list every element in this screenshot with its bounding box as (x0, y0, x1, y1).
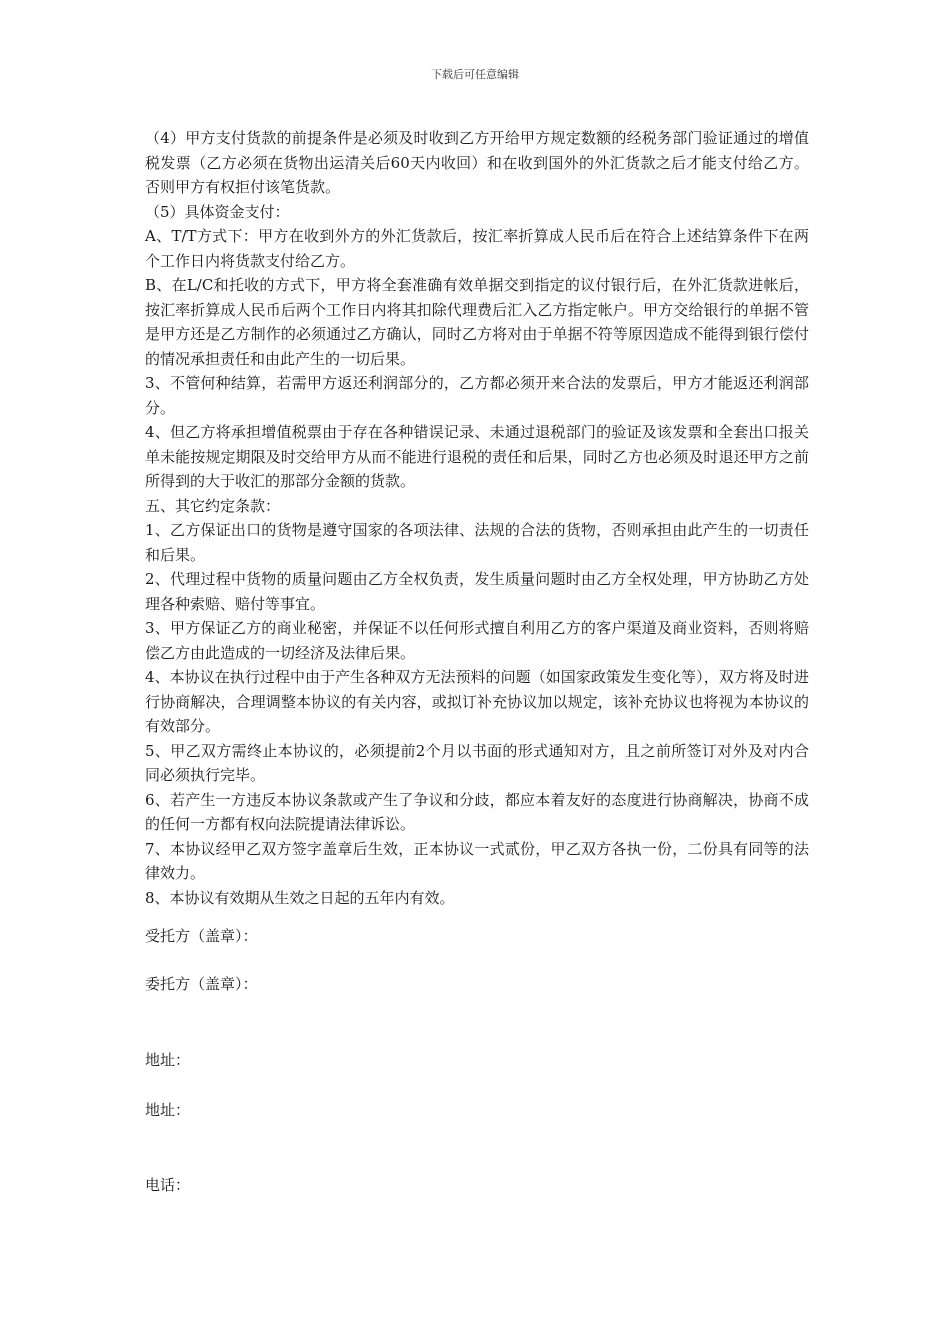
trustee-seal-label: 受托方（盖章）： (145, 927, 258, 945)
address-label-1: 地址： (145, 1051, 191, 1069)
section-heading-other-terms: 五、其它约定条款： (145, 496, 281, 515)
paragraph-tt-method: A、T/T方式下：甲方在收到外方的外汇货款后，按汇率折算成人民币后在符合上述结算条件下在两个工作日内将货款支付给乙方。 (145, 227, 809, 270)
phone-label: 电话： (145, 1176, 191, 1194)
entrustor-seal-label: 委托方（盖章）： (145, 975, 258, 993)
clause-8: 8、本协议有效期从生效之日起的五年内有效。 (145, 888, 455, 907)
paragraph-vat-responsibility: 4、但乙方将承担增值税票由于存在各种错误记录、未通过退税部门的验证及该发票和全套出口报关单未能按规定期限及时交给甲方从而不能进行退税的责任和后果，同时乙方也必须及时退还甲方之前所得到的大于收汇的那部分金额的货款。 (145, 423, 809, 490)
paragraph-profit-return: 3、不管何种结算，若需甲方返还利润部分的，乙方都必须开来合法的发票后，甲方才能返还利润部分。 (145, 374, 809, 417)
address-label-2: 地址： (145, 1101, 191, 1119)
header-note: 下载后可任意编辑 (431, 68, 519, 81)
clause-6: 6、若产生一方违反本协议条款或产生了争议和分歧，都应本着友好的态度进行协商解决，协商不成的任何一方都有权向法院提请法律诉讼。 (145, 790, 809, 833)
clause-3: 3、甲方保证乙方的商业秘密，并保证不以任何形式擅自利用乙方的客户渠道及商业资料，否则将赔偿乙方由此造成的一切经济及法律后果。 (145, 619, 809, 662)
paragraph-fund-payment-heading: （5）具体资金支付： (145, 202, 290, 221)
contract-body (145, 126, 809, 910)
clause-2: 2、代理过程中货物的质量问题由乙方全权负责，发生质量问题时由乙方全权处理，甲方协助乙方处理各种索赔、赔付等事宜。 (145, 570, 809, 613)
paragraph-payment-condition: （4）甲方支付货款的前提条件是必须及时收到乙方开给甲方规定数额的经税务部门验证通过的增值税发票（乙方必须在货物出运清关后60天内收回）和在收到国外的外汇货款之后才能支付给乙方。否则甲方有权拒付该笔货款。 (145, 129, 809, 196)
clause-1: 1、乙方保证出口的货物是遵守国家的各项法律、法规的合法的货物，否则承担由此产生的一切责任和后果。 (145, 521, 809, 564)
clause-7: 7、本协议经甲乙双方签字盖章后生效，正本协议一式贰份，甲乙双方各执一份，二份具有同等的法律效力。 (145, 839, 809, 882)
paragraph-lc-method: B、在L/C和托收的方式下，甲方将全套准确有效单据交到指定的议付银行后，在外汇货款进帐后，按汇率折算成人民币后两个工作日内将其扣除代理费后汇入乙方指定帐户。甲方交给银行的单据不管是甲方还是乙方制作的必须通过乙方确认，同时乙方将对由于单据不符等原因造成不能得到银行偿付的情况承担责任和由此产生的一切后果。 (145, 276, 809, 368)
clause-4: 4、本协议在执行过程中由于产生各种双方无法预料的问题（如国家政策发生变化等），双方将及时进行协商解决，合理调整本协议的有关内容，或拟订补充协议加以规定，该补充协议也将视为本协议的有效部分。 (145, 668, 809, 735)
clause-5: 5、甲乙双方需终止本协议的，必须提前2个月以书面的形式通知对方，且之前所签订对外及对内合同必须执行完毕。 (145, 741, 809, 784)
